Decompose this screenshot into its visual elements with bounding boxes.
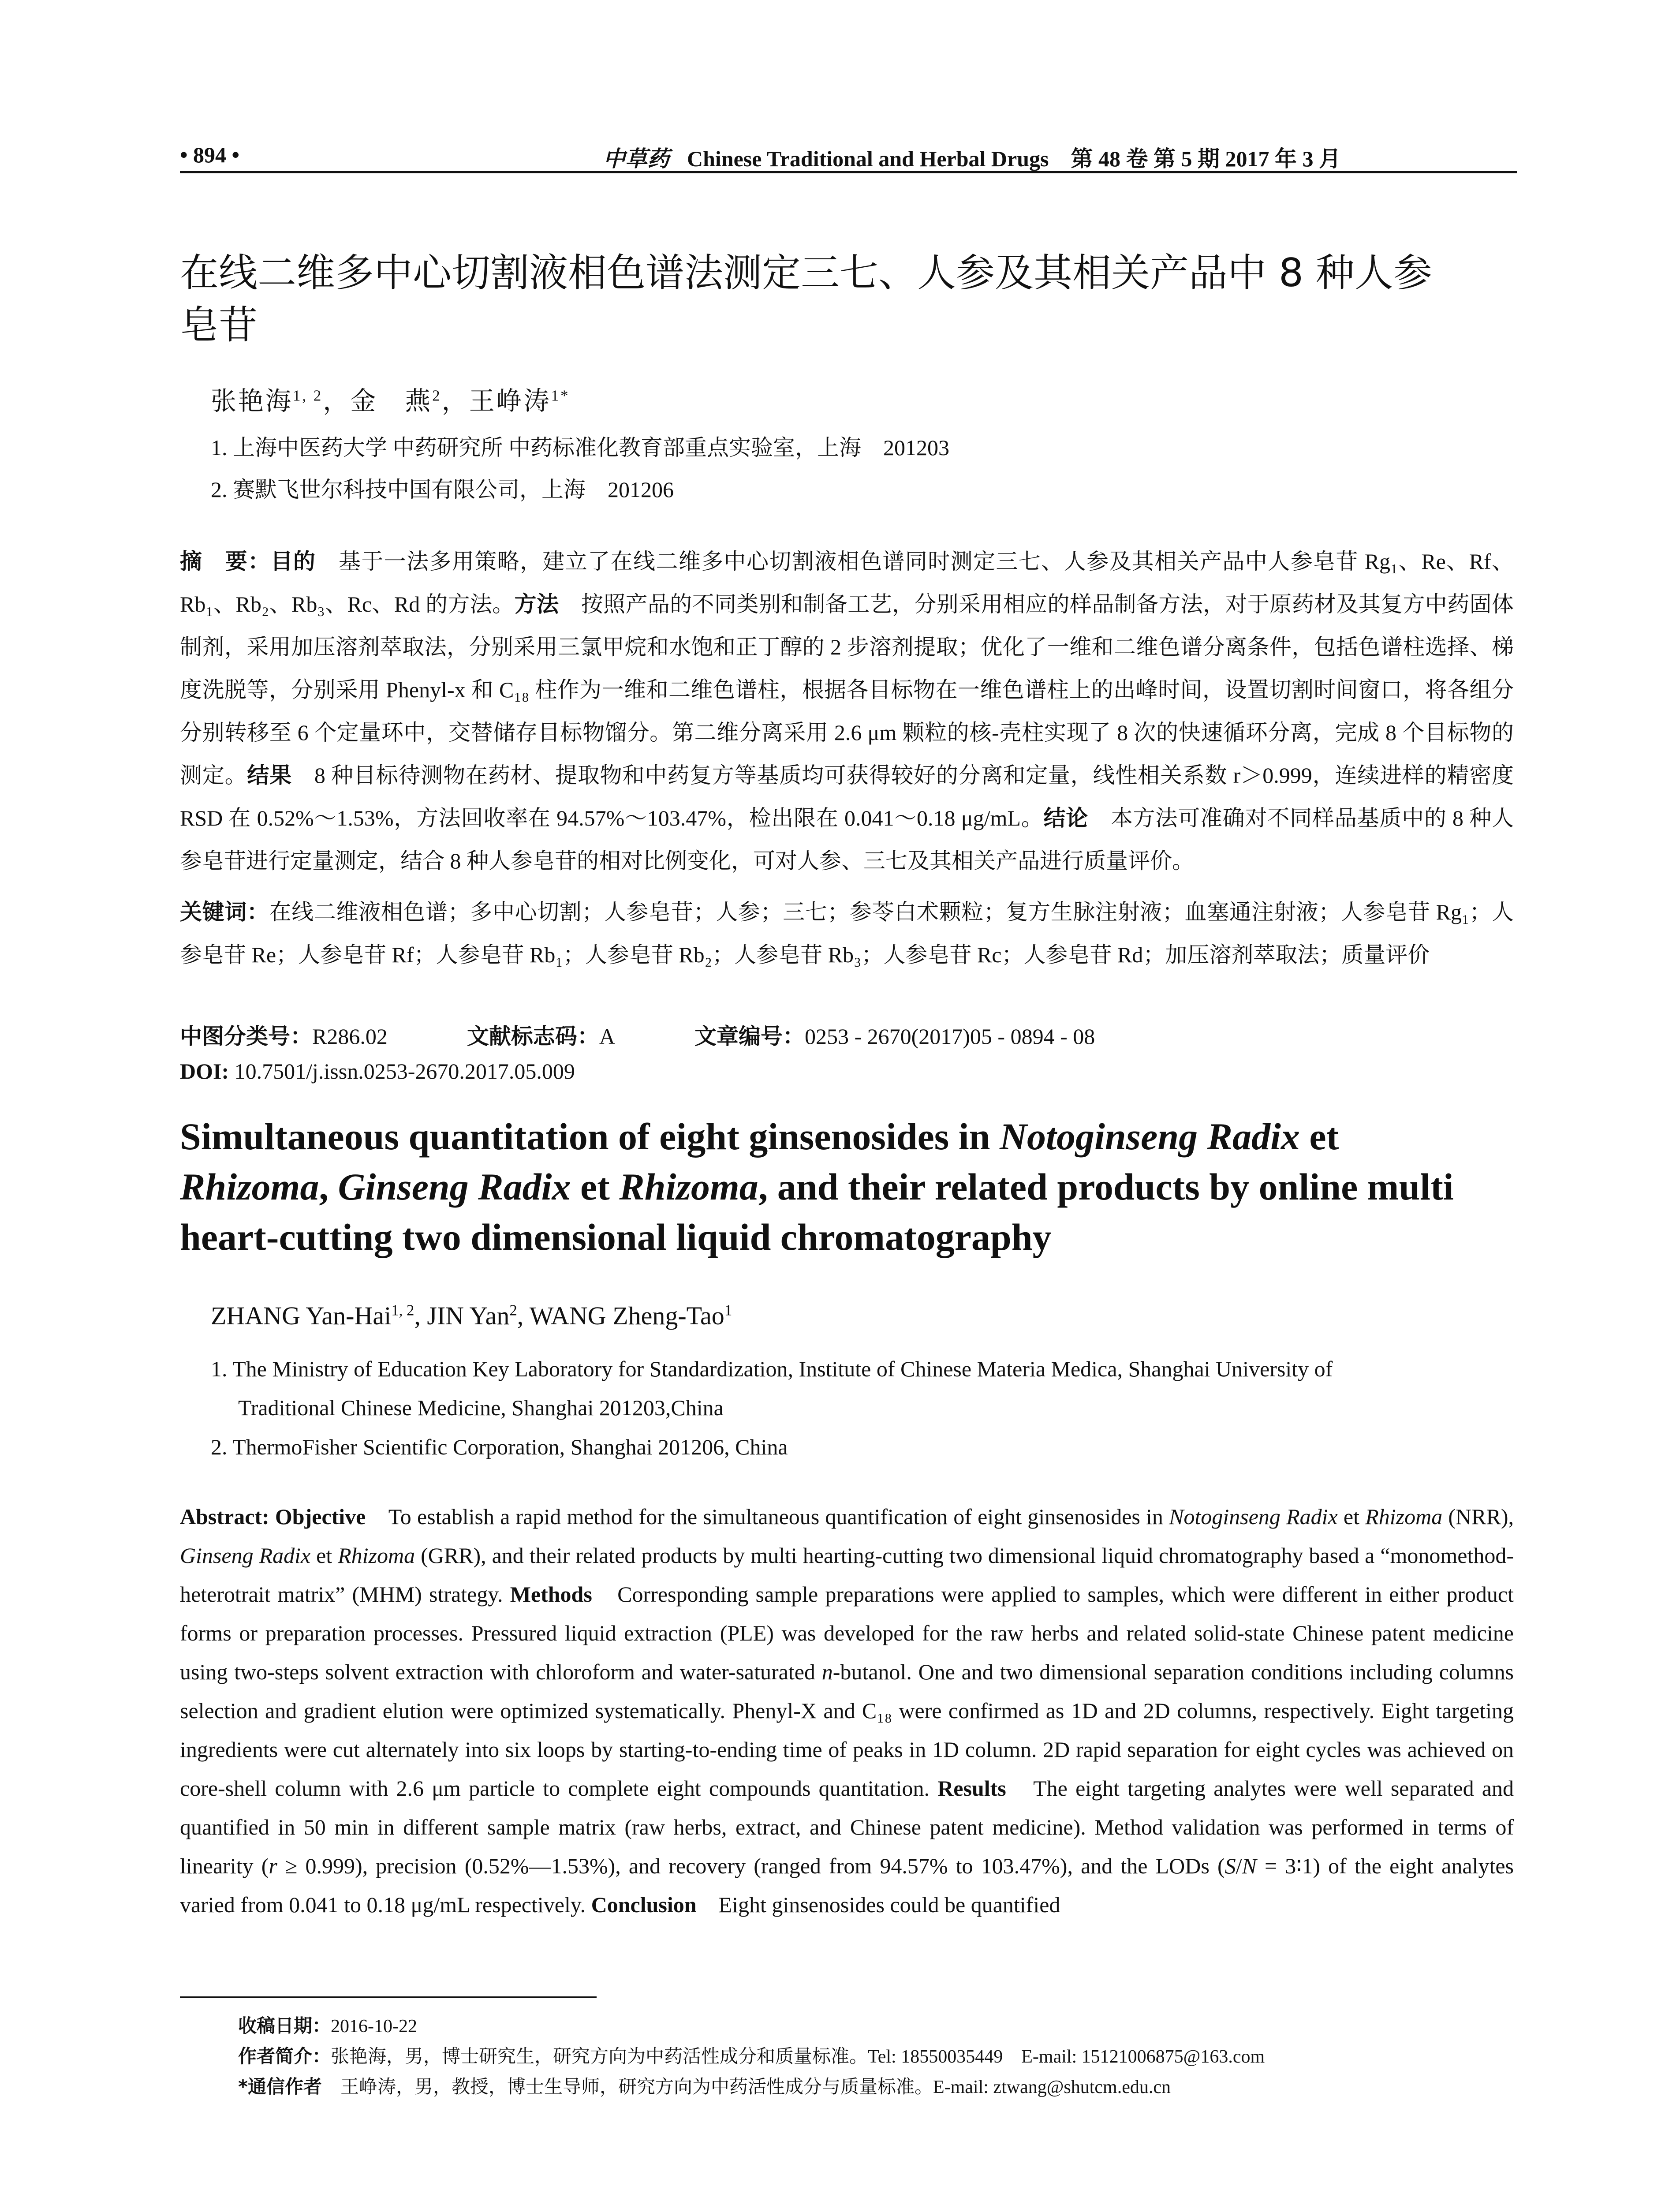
- journal-info: [603, 141, 1341, 173]
- doi-row: [180, 1058, 575, 1084]
- running-header: [180, 140, 1517, 173]
- author-name: 王峥涛: [469, 387, 551, 415]
- chinese-affiliation: 1. 上海中医药大学 中药研究所 中药标准化教育部重点实验室，上海 201203: [211, 435, 949, 460]
- clc-label: 中图分类号：: [180, 1024, 312, 1049]
- classification-row: [180, 1019, 1095, 1050]
- methods-text: 按照产品的不同类别和制备工艺，分别采用相应的样品制备方法，对于原药材及其复方中药固体制剂，采用加压溶剂萃取法，分别采用三氯甲烷和水饱和正丁醇的 2 步溶剂提取；优化了一维和二维色谱分离条件，包括色谱柱选择、梯度洗脱等，分别采用 Phenyl-x 和 C₁₈ 柱作为一维和二维色谱柱，根据各目标物在一维色谱柱上的出峰时间，设置切割时间窗口，将各组分分别转移至 6 个定量环中，交替储存目标物馏分。第二维分离采用 2.6 μm 颗粒的核-壳柱实现了 8 次的快速循环分离，完成 8 个目标物的测定。: [180, 592, 1514, 788]
- chinese-title-line: 在线二维多中心切割液相色谱法测定三七、人参及其相关产品中 8 种人参: [180, 250, 1432, 295]
- footnotes: [238, 2011, 1265, 2102]
- author-affiliation-mark: 1, 2: [293, 387, 323, 404]
- author-affiliation-mark: 2: [432, 387, 442, 404]
- chinese-abstract: [180, 540, 1514, 882]
- english-title-line: Simultaneous quantitation of eight ginsenosides in Notoginseng Radix et: [180, 1115, 1339, 1158]
- english-affiliation: 1. The Ministry of Education Key Laboratory for Standardization, Institute of Chinese Materia Medica, Shanghai University of Traditional Chinese Medicine, Shanghai 201203,China: [211, 1357, 1333, 1420]
- journal-issue: 第 48 卷 第 5 期 2017 年 3 月: [1071, 146, 1341, 171]
- chinese-keywords: [180, 891, 1514, 976]
- conclusion-label: Conclusion: [591, 1892, 697, 1917]
- corresponding-author: *通信作者 王峥涛，男，教授，博士生导师，研究方向为中药活性成分与质量标准。E-mail: ztwang@shutcm.edu.cn: [238, 2076, 1171, 2097]
- conclusion-label: 结论: [1043, 805, 1089, 831]
- english-authors: ZHANG Yan-Hai$^{1, 2}$, JIN Yan$^2$, WANG Zheng-Tao$^1$: [211, 1301, 732, 1330]
- objective-text: 基于一法多用策略，建立了在线二维多中心切割液相色谱同时测定三七、人参及其相关产品中人参皂苷 Rg₁、Re、Rf、Rb₁、Rb₂、Rb₃、Rc、Rd 的方法。: [180, 549, 1514, 617]
- keywords-text: 在线二维液相色谱；多中心切割；人参皂苷；人参；三七；参苓白术颗粒；复方生脉注射液；血塞通注射液；人参皂苷 Rg₁；人参皂苷 Re；人参皂苷 Rf；人参皂苷 Rb₁；人参皂苷 Rb₂；人参皂苷 Rb₃；人参皂苷 Rc；人参皂苷 Rd；加压溶剂萃取法；质量评价: [180, 900, 1514, 967]
- journal-logo: 中草药: [603, 146, 669, 172]
- article-number-label: 文章编号：: [694, 1024, 805, 1049]
- doc-code-value: A: [599, 1024, 615, 1049]
- chinese-title-line: 皂苷: [180, 302, 258, 348]
- objective-label: Objective: [275, 1504, 366, 1529]
- english-affiliation: 2. ThermoFisher Scientific Corporation, Shanghai 201206, China: [211, 1435, 788, 1459]
- page-number: • 894 •: [180, 142, 240, 167]
- keywords-label: 关键词：: [180, 899, 269, 925]
- author-name: 金 燕: [350, 387, 433, 415]
- article-number-value: 0253 - 2670(2017)05 - 0894 - 08: [804, 1024, 1095, 1049]
- english-title-line: heart-cutting two dimensional liquid chromatography: [180, 1216, 1052, 1258]
- results-label: 结果: [247, 762, 292, 788]
- author-name: WANG Zheng-Tao: [529, 1301, 724, 1330]
- chinese-authors: 张艳海$^{1, 2}$，金 燕$^2$，王峥涛$^{1*}$: [211, 387, 570, 415]
- methods-label: 方法: [514, 591, 559, 617]
- footnote-rule: [180, 1996, 597, 1998]
- received-date: 收稿日期：2016-10-22: [238, 2015, 417, 2037]
- objective-label: 目的: [270, 549, 316, 574]
- chinese-title: [180, 247, 1520, 351]
- chinese-affiliation: 2. 赛默飞世尔科技中国有限公司，上海 201206: [211, 477, 674, 502]
- english-abstract: Abstract: Objective To establish a rapid method for the simultaneous quantification of eight ginsenosides in Notoginseng Radix et Rhizoma (NRR), Ginseng Radix et Rhizoma (GRR), and their related products by multi hearting-cutting two dimensional liquid chromatography based a “monomethod-heterotrait matrix” (MHM) strategy. Methods Corresponding sample preparations were applied to samples, which were different in either product forms or preparation processes. Pressured liquid extraction (PLE) was developed for the raw herbs and related solid-state Chinese patent medicine using two-steps solvent extraction with chloroform and water-saturated n-butanol. One and two dimensional separation conditions including columns selection and gradient elution were optimized systematically. Phenyl-X and C₁₈ were confirmed as 1D and 2D columns, respectively. Eight targeting ingredients were cut alternately into six loops by starting-to-ending time of peaks in 1D column. 2D rapid separation for eight cycles was achieved on core-shell column with 2.6 μm particle to complete eight compounds quantitation. Results The eight targeting analytes were well separated and quantified in 50 min in different sample matrix (raw herbs, extract, and Chinese patent medicine). Method validation was performed in terms of linearity (r ≥ 0.999), precision (0.52%—1.53%), and recovery (ranged from 94.57% to 103.47%), and the LODs (S/N = 3∶1) of the eight analytes varied from 0.041 to 0.18 μg/mL respectively. Conclusion Eight ginsenosides could be quantified: [180, 1504, 1514, 1917]
- clc-value: R286.02: [312, 1024, 388, 1049]
- author-affiliation-mark: 1: [724, 1301, 732, 1319]
- author-affiliation-mark: 1*: [551, 387, 570, 404]
- author-affiliation-mark: 1, 2: [391, 1301, 414, 1319]
- author-bio: 作者简介：张艳海，男，博士研究生，研究方向为中药活性成分和质量标准。Tel: 18550035449 E-mail: 15121006875@163.com: [238, 2045, 1265, 2067]
- author-name: ZHANG Yan-Hai: [211, 1301, 392, 1330]
- doc-code-label: 文献标志码：: [467, 1024, 599, 1049]
- conclusion-text: 本方法可准确对不同样品基质中的 8 种人参皂苷进行定量测定，结合 8 种人参皂苷的相对比例变化，可对人参、三七及其相关产品进行质量评价。: [180, 806, 1514, 873]
- methods-label: Methods: [510, 1582, 592, 1607]
- author-name: JIN Yan: [427, 1301, 510, 1330]
- journal-name: Chinese Traditional and Herbal Drugs: [687, 146, 1049, 171]
- doi-label: DOI:: [180, 1059, 229, 1084]
- author-name: 张艳海: [211, 387, 293, 415]
- abstract-label: Abstract:: [180, 1504, 269, 1529]
- results-label: Results: [937, 1776, 1006, 1801]
- english-title: [180, 1111, 1520, 1262]
- english-title-line: Rhizoma, Ginseng Radix et Rhizoma, and their related products by online multi: [180, 1166, 1454, 1208]
- author-affiliation-mark: 2: [509, 1301, 517, 1319]
- abstract-label: 摘 要：: [180, 549, 271, 574]
- doi-value: 10.7501/j.issn.0253-2670.2017.05.009: [234, 1059, 575, 1084]
- results-text: 8 种目标待测物在药材、提取物和中药复方等基质均可获得较好的分离和定量，线性相关系数 r＞0.999，连续进样的精密度 RSD 在 0.52%～1.53%，方法回收率在 94.57%～103.47%，检出限在 0.041～0.18 μg/mL。: [180, 763, 1514, 830]
